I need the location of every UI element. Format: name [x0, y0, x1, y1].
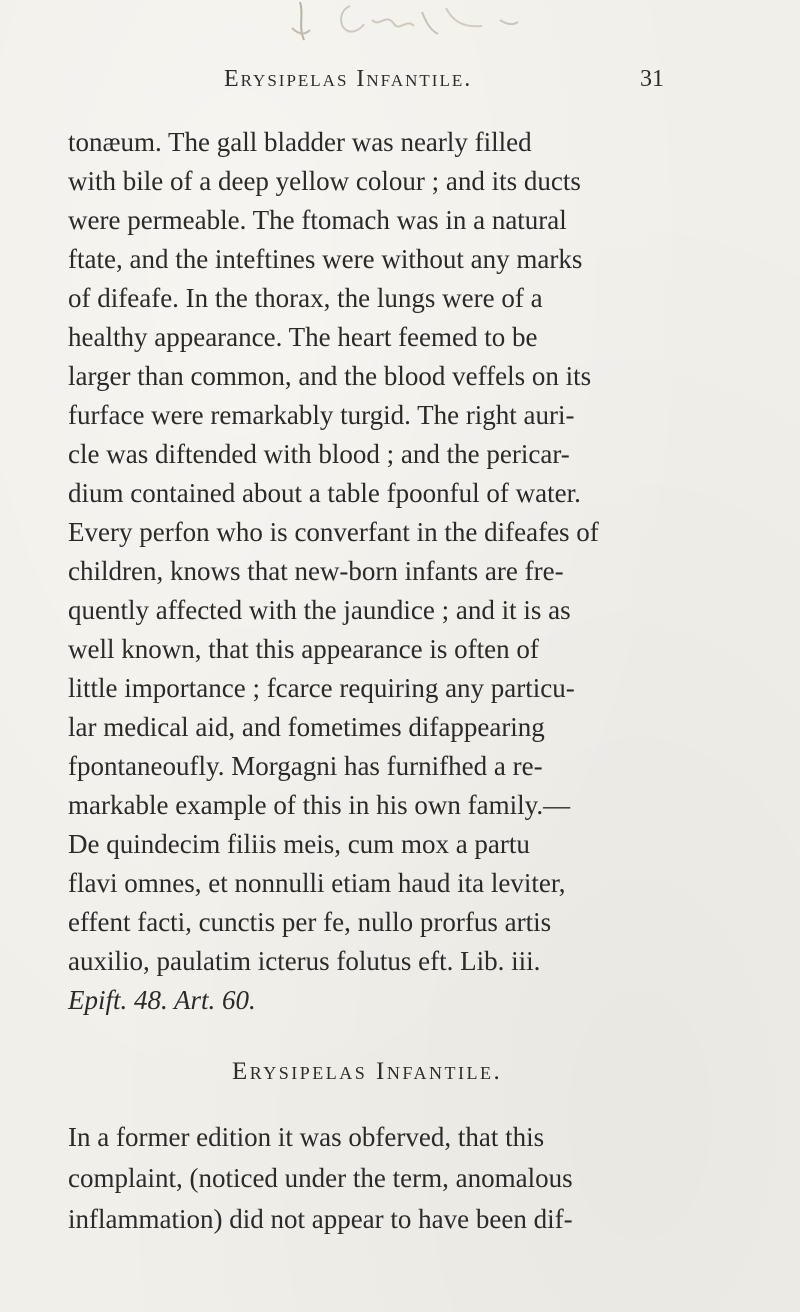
- text-line: dium contained about a table fpoonful of water.: [68, 478, 581, 508]
- text-line: auxilio, paulatim icterus folutus eft. Lib. iii.: [68, 946, 541, 976]
- text-line: lar medical aid, and fometimes difappearing: [68, 712, 545, 742]
- text-line: with bile of a deep yellow colour ; and its ducts: [68, 166, 581, 196]
- text-line: ftate, and the inteftines were without any marks: [68, 244, 583, 274]
- text-line: well known, that this appearance is often of: [68, 634, 539, 664]
- text-line: were permeable. The ftomach was in a natural: [68, 205, 567, 235]
- text-line: effent facti, cunctis per fe, nullo prorfus artis: [68, 907, 552, 937]
- text-line: of difeafe. In the thorax, the lungs were of a: [68, 283, 543, 313]
- text-line: cle was diftended with blood ; and the pericar-: [68, 439, 570, 469]
- text-line: larger than common, and the blood veffels on its: [68, 361, 592, 391]
- text-line: tonæum. The gall bladder was nearly filled: [68, 127, 532, 157]
- text-line: furface were remarkably turgid. The right auri-: [68, 400, 575, 430]
- text-line: little importance ; fcarce requiring any particu-: [68, 673, 575, 703]
- section-heading: Erysipelas Infantile.: [232, 1058, 503, 1085]
- text-line: flavi omnes, et nonnulli etiam haud ita leviter,: [68, 868, 566, 898]
- text-line: De quindecim filiis meis, cum mox a partu: [68, 829, 530, 859]
- text-line: markable example of this in his own family.—: [68, 790, 571, 820]
- running-head: [0, 66, 800, 106]
- text-line: quently affected with the jaundice ; and it is as: [68, 595, 571, 625]
- text-line: In a former edition it was obferved, that this: [68, 1122, 545, 1152]
- text-line: complaint, (noticed under the term, anomalous: [68, 1163, 573, 1193]
- running-head-title: Erysipelas Infantile.: [224, 66, 473, 92]
- text-line: Epift. 48. Art. 60.: [68, 985, 256, 1015]
- ink-scrawl-marks: [200, 0, 620, 60]
- page-number: 31: [640, 66, 664, 92]
- text-line: Every perfon who is converfant in the difeafes of: [68, 517, 599, 547]
- text-line: healthy appearance. The heart feemed to be: [68, 322, 538, 352]
- text-line: children, knows that new-born infants are fre-: [68, 556, 564, 586]
- text-line: fpontaneoufly. Morgagni has furnifhed a re-: [68, 751, 543, 781]
- text-line: inflammation) did not appear to have been dif-: [68, 1204, 573, 1234]
